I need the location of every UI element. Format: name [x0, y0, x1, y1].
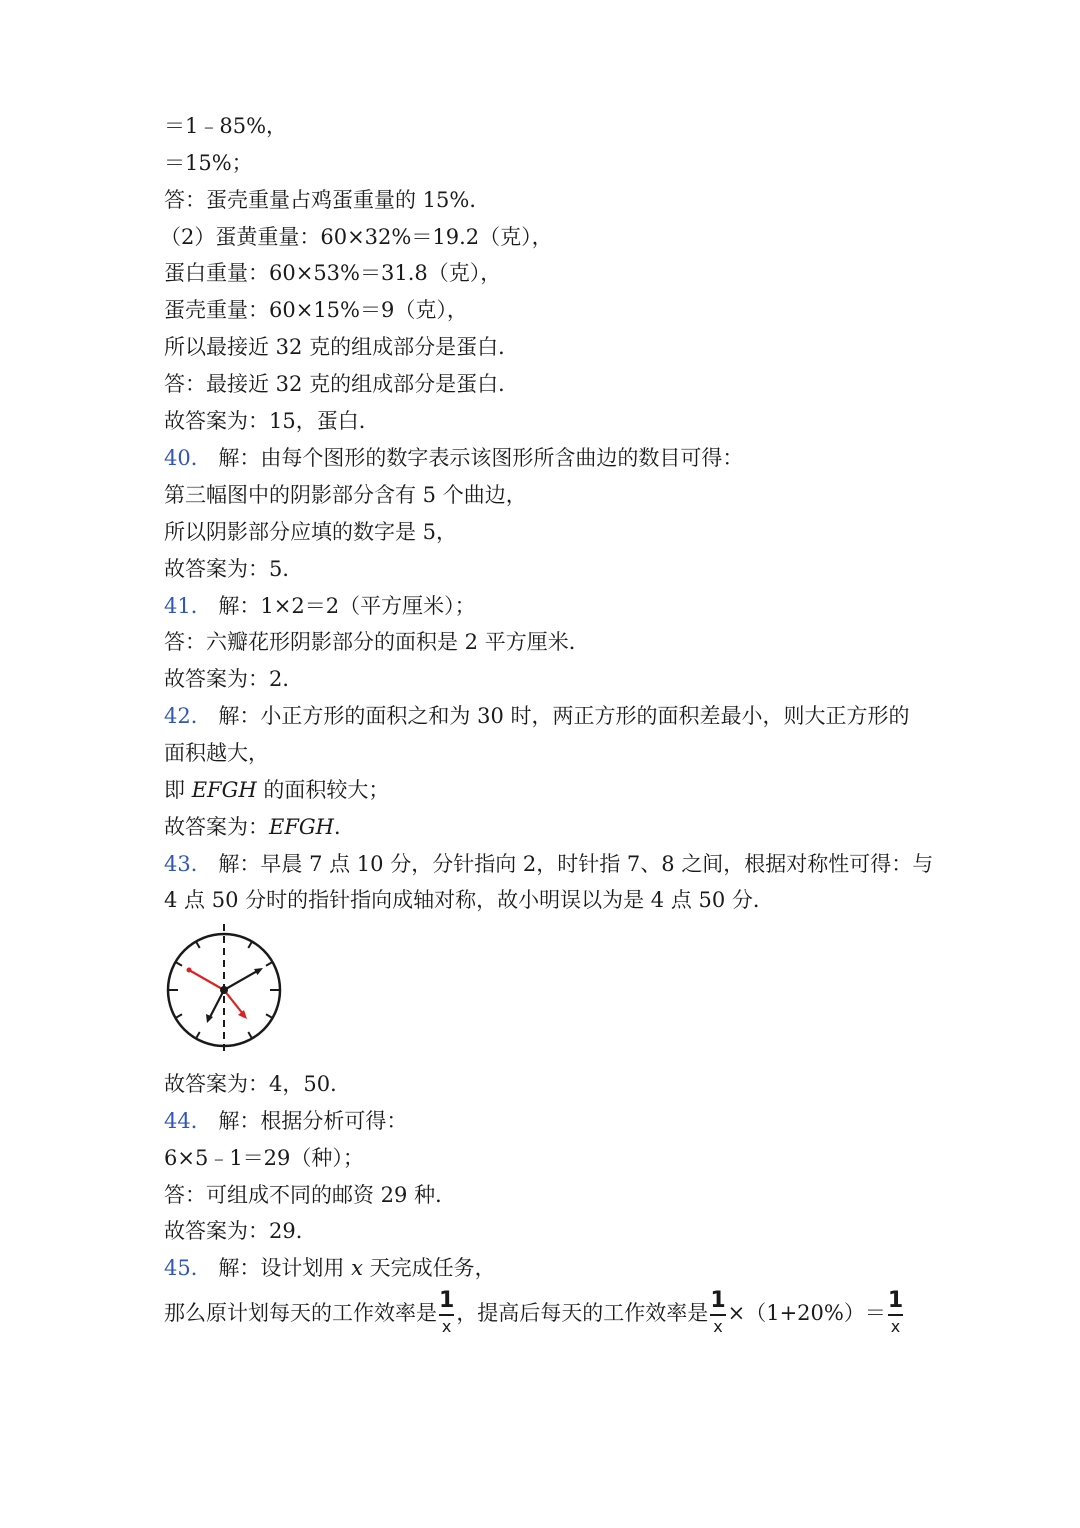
clock-diagram — [160, 922, 290, 1060]
text-span: 解：由每个图形的数字表示该图形所含曲边的数目可得： — [218, 446, 744, 470]
fraction-numerator: 1 — [888, 1290, 903, 1316]
text-span: 天完成任务， — [362, 1256, 496, 1280]
fraction — [710, 1290, 725, 1335]
text-span: 解：设计划用 — [218, 1256, 352, 1280]
question-number: 40． — [164, 446, 212, 470]
mirrored-minute-hand — [189, 970, 224, 990]
text-line: 答：六瓣花形阴影部分的面积是 2 平方厘米． — [164, 630, 590, 654]
text-span: 的面积较大； — [256, 778, 390, 802]
mirrored-hour-hand — [224, 990, 243, 1014]
question-number: 45． — [164, 1256, 212, 1280]
text-span: 即 — [164, 778, 192, 802]
fraction-numerator: 1 — [439, 1290, 454, 1316]
text-line: ＝1﹣85%， — [164, 114, 288, 138]
fraction-denominator: x — [441, 1317, 452, 1336]
fraction-numerator: 1 — [710, 1290, 725, 1316]
hand-tip-icon — [187, 968, 192, 973]
fraction — [439, 1290, 454, 1335]
text-line: 故答案为：5． — [164, 557, 304, 581]
text-line: 答：可组成不同的邮资 29 种． — [164, 1183, 457, 1207]
red-hands — [187, 968, 248, 1020]
question-number: 42． — [164, 704, 212, 728]
text-line: 故答案为：4，50． — [164, 1072, 352, 1096]
question-42-line — [164, 701, 910, 731]
hour-hand — [209, 990, 224, 1019]
math-var: x — [351, 1256, 363, 1280]
text-span: 故答案为： — [164, 815, 269, 839]
text-line: （2）蛋黄重量：60×32%＝19.2（克）， — [160, 225, 553, 249]
question-number: 43． — [164, 852, 212, 876]
question-44-line — [164, 1106, 407, 1136]
text-span: 解：1×2＝2（平方厘米）； — [218, 594, 476, 618]
text-line: 答：蛋壳重量占鸡蛋重量的 15%． — [164, 188, 491, 212]
math-var: EFGH — [191, 778, 257, 802]
text-line: 答：最接近 32 克的组成部分是蛋白． — [164, 372, 520, 396]
black-hands — [206, 968, 263, 1023]
fraction-denominator: x — [713, 1317, 723, 1336]
question-number: 44． — [164, 1109, 212, 1133]
question-number: 41． — [164, 594, 212, 618]
text-line: 蛋壳重量：60×15%＝9（克）， — [164, 298, 468, 322]
text-line — [164, 812, 355, 842]
text-line — [164, 775, 389, 805]
text-span: 解：根据分析可得： — [218, 1109, 408, 1133]
question-43-line — [164, 849, 933, 879]
text-span: ． — [334, 815, 355, 839]
text-line: 故答案为：29． — [164, 1219, 317, 1243]
text-line: 第三幅图中的阴影部分含有 5 个曲边， — [164, 483, 527, 507]
fraction-denominator: x — [890, 1317, 901, 1336]
minute-hand — [224, 970, 259, 990]
text-line: 面积越大， — [164, 741, 269, 765]
text-line: 蛋白重量：60×53%＝31.8（克）， — [164, 261, 502, 285]
text-line — [164, 1288, 905, 1337]
fraction — [888, 1290, 903, 1335]
math-var: EFGH — [269, 815, 334, 839]
text-span: 解：小正方形的面积之和为 30 时，两正方形的面积差最小，则大正方形的 — [218, 704, 910, 728]
question-45-line — [164, 1253, 496, 1283]
text-line: 故答案为：15，蛋白． — [164, 409, 380, 433]
question-41-line — [164, 591, 476, 621]
text-span: ×（1+20%）＝ — [727, 1301, 886, 1325]
text-line: 所以最接近 32 克的组成部分是蛋白． — [164, 335, 520, 359]
text-span: 解：早晨 7 点 10 分，分针指向 2，时针指 7、8 之间，根据对称性可得：与 — [218, 852, 934, 876]
text-span: 那么原计划每天的工作效率是 — [164, 1301, 437, 1325]
arrowhead-icon — [238, 1010, 247, 1019]
text-line: 4 点 50 分时的指针指向成轴对称，故小明误以为是 4 点 50 分． — [164, 888, 774, 912]
question-40-line — [164, 443, 743, 473]
text-span: ，提高后每天的工作效率是 — [456, 1301, 709, 1325]
text-line: 故答案为：2． — [164, 667, 304, 691]
text-line: ＝15%； — [164, 151, 253, 175]
clock-center — [220, 986, 228, 994]
text-line: 所以阴影部分应填的数字是 5， — [164, 520, 458, 544]
text-line: 6×5﹣1＝29（种）； — [164, 1146, 364, 1170]
